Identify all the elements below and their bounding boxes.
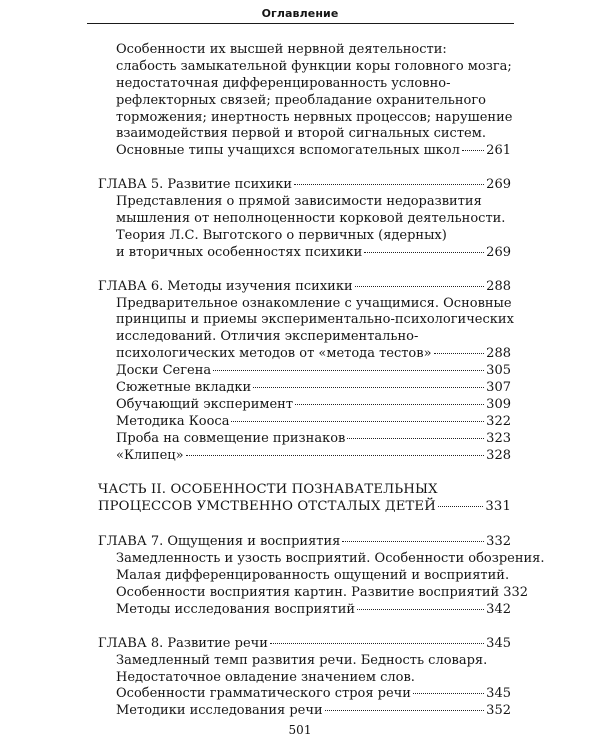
dot-leader — [213, 370, 484, 371]
toc-line — [0, 42, 600, 59]
toc-page-number: 332 — [486, 534, 511, 550]
dot-leader — [355, 286, 485, 287]
toc-line — [0, 296, 600, 313]
section-gap — [0, 160, 600, 177]
dot-leader — [347, 438, 484, 439]
toc-entry-text: Особенности грамматического строя речи — [116, 686, 411, 702]
dot-leader — [438, 506, 484, 507]
section-gap — [0, 619, 600, 636]
toc-page-number: 332 — [503, 584, 529, 600]
toc-entry-text: рефлекторных связей; преобладание охранительного — [116, 92, 487, 108]
toc-line — [0, 585, 600, 602]
dot-leader — [270, 643, 484, 644]
dot-leader — [364, 252, 484, 253]
toc-entry-text: ГЛАВА 8. Развитие речи — [98, 635, 268, 651]
toc-line — [0, 670, 600, 687]
chapter-heading — [0, 534, 600, 551]
toc-page-number: 288 — [486, 346, 511, 362]
toc-page-number: 269 — [486, 177, 511, 193]
toc-line — [0, 126, 600, 143]
chapter-heading — [0, 636, 600, 653]
toc-line — [0, 143, 600, 160]
toc-line — [0, 414, 600, 431]
toc-line — [0, 448, 600, 465]
toc-page-number: 345 — [486, 635, 511, 651]
toc-line — [0, 363, 600, 380]
toc-page-number: 323 — [486, 430, 511, 446]
part-heading-line — [0, 482, 600, 499]
toc-line — [0, 346, 600, 363]
section-gap — [0, 464, 600, 482]
toc-entry-text: психологических методов от «метода тестов» — [116, 346, 432, 362]
toc-entry-text: принципы и приемы экспериментально-психологических — [116, 312, 514, 328]
toc-entry-text: Замедленность и узость восприятий. Особенности обозрения. — [116, 551, 545, 567]
dot-leader — [357, 609, 484, 610]
toc-entry-text: мышления от неполноценности корковой деятельности. — [116, 211, 506, 227]
toc-page-number: 309 — [486, 396, 511, 412]
toc-section-part2 — [0, 482, 600, 516]
toc-entry-text: исследований. Отличия экспериментально- — [116, 329, 419, 345]
dot-leader — [342, 541, 484, 542]
toc-entry-text: ГЛАВА 6. Методы изучения психики — [98, 278, 353, 294]
toc-page-number: 342 — [486, 601, 511, 617]
toc-entry-text: Основные типы учащихся вспомогательных школ — [116, 143, 460, 159]
toc-line — [0, 397, 600, 414]
toc-page-number: 261 — [486, 143, 511, 159]
section-gap — [0, 516, 600, 534]
running-header-title: Оглавление — [261, 7, 339, 20]
dot-leader — [186, 455, 485, 456]
toc-entry-text: ГЛАВА 5. Развитие психики — [98, 177, 293, 193]
toc-entry-text: Методики исследования речи — [116, 703, 323, 719]
toc-entry-text: слабость замыкательной функции коры головного мозга; — [116, 58, 512, 74]
part-heading-line — [0, 499, 600, 516]
toc-entry-text: Особенности их высшей нервной деятельности: — [116, 42, 447, 57]
toc-page-number: 322 — [486, 413, 511, 429]
dot-leader — [253, 387, 484, 388]
toc-entry-text: взаимодействия первой и второй сигнальных систем. — [116, 126, 486, 142]
header-rule — [87, 23, 514, 24]
toc-line — [0, 380, 600, 397]
toc-entry-text: Сюжетные вкладки — [116, 380, 252, 396]
toc-section-ch6 — [0, 279, 600, 465]
toc-entry-text: Теория Л.С. Выготского о первичных (ядерных) — [116, 227, 447, 243]
toc-entry-text: Доски Сегена — [116, 363, 212, 379]
toc-entry-text: недостаточная дифференцированность условно- — [116, 75, 451, 91]
toc-page-number: 288 — [486, 278, 511, 294]
toc-page-number: 352 — [486, 703, 511, 719]
dot-leader — [294, 184, 484, 185]
toc-page-number: 345 — [486, 686, 511, 702]
toc-line — [0, 245, 600, 262]
dot-leader — [413, 693, 484, 694]
toc-entry-text: ГЛАВА 7. Ощущения и восприятия — [98, 534, 341, 550]
toc-line — [0, 194, 600, 211]
toc-line — [0, 59, 600, 76]
toc-page-number: 305 — [486, 363, 511, 379]
toc-page-number: 307 — [486, 380, 511, 396]
dot-leader — [434, 353, 485, 354]
toc-entry-text: торможения; инертность нервных процессов; нарушение — [116, 109, 513, 125]
toc-page-number: 328 — [486, 447, 511, 463]
table-of-contents — [0, 42, 600, 720]
toc-line — [0, 312, 600, 329]
toc-line — [0, 703, 600, 720]
toc-line — [0, 551, 600, 568]
toc-section-ch7 — [0, 534, 600, 618]
toc-line — [0, 431, 600, 448]
dot-leader — [295, 404, 484, 405]
toc-entry-text: «Клипец» — [116, 447, 184, 463]
toc-line — [0, 329, 600, 346]
section-gap — [0, 262, 600, 279]
toc-entry-text: Малая дифференцированность ощущений и восприятий. — [116, 568, 510, 584]
toc-entry-text: Проба на совмещение признаков — [116, 430, 346, 446]
toc-page-number: 331 — [485, 499, 511, 515]
toc-line — [0, 228, 600, 245]
toc-line — [0, 110, 600, 127]
chapter-heading — [0, 177, 600, 194]
toc-entry-text: и вторичных особенностях психики — [116, 244, 363, 260]
chapter-heading — [0, 279, 600, 296]
toc-entry-text: Методы исследования восприятий — [116, 601, 356, 617]
toc-line — [0, 653, 600, 670]
toc-entry-text: Предварительное ознакомление с учащимися. Основные — [116, 295, 512, 311]
toc-entry-text: ПРОЦЕССОВ УМСТВЕННО ОТСТАЛЫХ ДЕТЕЙ — [98, 499, 436, 515]
page-number: 501 — [288, 723, 312, 737]
toc-section-s0 — [0, 42, 600, 160]
dot-leader — [325, 710, 485, 711]
toc-line — [0, 602, 600, 619]
toc-section-ch8 — [0, 636, 600, 720]
toc-section-ch5 — [0, 177, 600, 261]
toc-entry-text: Представления о прямой зависимости недоразвития — [116, 194, 482, 210]
toc-line — [0, 93, 600, 110]
toc-entry-text: Недостаточное овладение значением слов. — [116, 669, 415, 685]
toc-entry-text: Методика Кооса — [116, 413, 230, 429]
toc-entry-text: Особенности восприятия картин. Развитие восприятий — [116, 584, 500, 600]
toc-line — [0, 686, 600, 703]
toc-page-number: 269 — [486, 244, 511, 260]
toc-entry-text: Замедленный темп развития речи. Бедность словаря. — [116, 652, 488, 668]
dot-leader — [462, 150, 484, 151]
toc-line — [0, 211, 600, 228]
toc-line — [0, 76, 600, 93]
toc-entry-text: ЧАСТЬ II. ОСОБЕННОСТИ ПОЗНАВАТЕЛЬНЫХ — [98, 482, 438, 498]
toc-line — [0, 568, 600, 585]
toc-entry-text: Обучающий эксперимент — [116, 396, 294, 412]
dot-leader — [231, 421, 484, 422]
